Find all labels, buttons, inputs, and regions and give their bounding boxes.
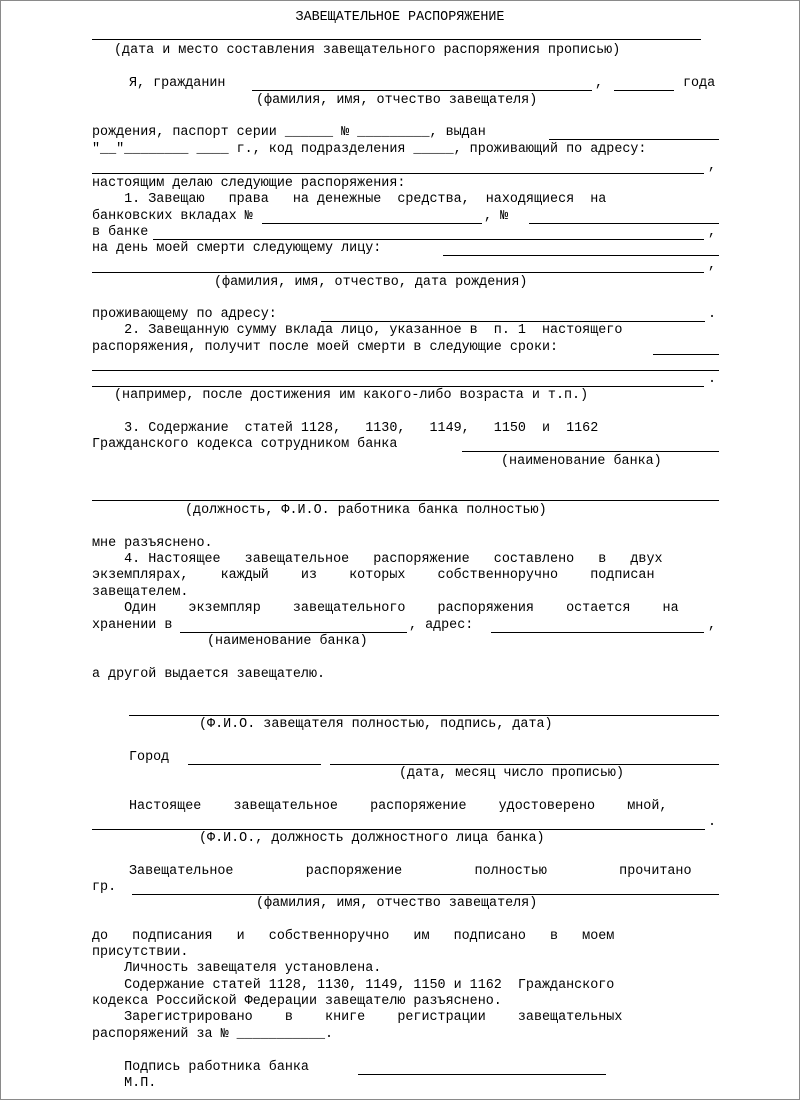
label-address: , адрес: (409, 618, 474, 633)
hint-testator-signature: (Ф.И.О. завещателя полностью, подпись, дата) (199, 717, 553, 732)
clause-2-line-1: 2. Завещанную сумму вклада лицо, указанное в п. 1 настоящего (92, 323, 623, 338)
label-other-copy: а другой выдается завещателю. (92, 667, 326, 682)
terms-field-2[interactable] (92, 370, 719, 371)
label-explained: мне разъяснено. (92, 536, 213, 551)
bank-employee-signature-field[interactable] (358, 1074, 606, 1075)
comma: , (708, 258, 717, 273)
account-number-2-field[interactable] (529, 223, 719, 224)
label-i-citizen: Я, гражданин (129, 76, 226, 91)
hint-fio-testator: (фамилия, имя, отчество завещателя) (256, 93, 538, 108)
label-citizen-abbr: гр. (92, 880, 117, 895)
hint-example: (например, после достижения им какого-либо возраста и т.п.) (114, 388, 589, 403)
clause-4-line-4: Один экземпляр завещательного распоряжения остается на (92, 601, 679, 616)
label-on-death: на день моей смерти следующему лицу: (92, 241, 382, 256)
label-read-fully: Завещательное распоряжение полностью прочитано (129, 864, 692, 879)
bank-employee-field[interactable] (92, 500, 719, 501)
address-field[interactable] (92, 173, 704, 174)
document-title: ЗАВЕЩАТЕЛЬНОЕ РАСПОРЯЖЕНИЕ (295, 10, 505, 25)
label-bank-accounts: банковских вкладах № (92, 209, 253, 224)
dot: . (708, 307, 717, 322)
hint-fio-dob: (фамилия, имя, отчество, дата рождения) (214, 275, 528, 290)
birth-year-field[interactable] (614, 90, 674, 91)
label-in-bank: в банке (92, 225, 149, 240)
hint-bank-name: (наименование банка) (501, 454, 662, 469)
comma: , (708, 618, 717, 633)
hint-position: (должность, Ф.И.О. работника банка полностью) (185, 503, 547, 518)
official-field[interactable] (92, 829, 705, 830)
label-before-signing: до подписания и собственноручно им подписано в моем (92, 929, 615, 944)
hint-date-words: (дата, месяц число прописью) (399, 766, 624, 781)
hint-bank-name-2: (наименование банка) (207, 634, 368, 649)
clause-4-line-2: экземплярах, каждый из которых собственноручно подписан (92, 568, 655, 583)
date-place-field[interactable] (92, 39, 701, 40)
label-living-at: проживающему по адресу: (92, 307, 277, 322)
label-content-2: кодекса Российской Федерации завещателю разъяснено. (92, 994, 502, 1009)
account-number-1-field[interactable] (262, 223, 482, 224)
dot: . (708, 372, 717, 387)
hint-fio-testator-2: (фамилия, имя, отчество завещателя) (256, 896, 538, 911)
dot: . (708, 815, 717, 830)
label-seal: М.П. (92, 1076, 157, 1091)
clause-3-line-2: Гражданского кодекса сотрудником банка (92, 437, 398, 452)
label-presence: присутствии. (92, 945, 189, 960)
citizen-read-field[interactable] (132, 894, 719, 895)
passport-issuer-field[interactable] (549, 139, 719, 140)
beneficiary-field[interactable] (443, 255, 719, 256)
label-birth-passport: рождения, паспорт серии ______ № _________, выдан (92, 125, 486, 140)
label-hereby: настоящим делаю следующие распоряжения: (92, 176, 406, 191)
label-certified: Настоящее завещательное распоряжение удостоверено мной, (129, 799, 668, 814)
terms-field[interactable] (653, 354, 719, 355)
clause-3-line-1: 3. Содержание статей 1128, 1130, 1149, 1150 и 1162 (92, 421, 599, 436)
bank-name-field[interactable] (462, 451, 719, 452)
comma: , (708, 225, 717, 240)
label-city: Город (129, 750, 170, 765)
label-identity: Личность завещателя установлена. (92, 961, 382, 976)
bank-field[interactable] (153, 239, 704, 240)
clause-4-line-1: 4. Настоящее завещательное распоряжение составлено в двух (92, 552, 663, 567)
label-registry-number: распоряжений за № ___________. (92, 1027, 334, 1042)
clause-1-line-1: 1. Завещаю права на денежные средства, находящиеся на (92, 192, 607, 207)
label-content-1: Содержание статей 1128, 1130, 1149, 1150 и 1162 Гражданского (92, 978, 615, 993)
hint-date-place: (дата и место составления завещательного распоряжения прописью) (114, 43, 621, 58)
label-year: года (683, 76, 716, 91)
label-registered: Зарегистрировано в книге регистрации завещательных (92, 1010, 623, 1025)
hint-official: (Ф.И.О., должность должностного лица банка) (199, 831, 545, 846)
storage-bank-field[interactable] (180, 632, 407, 633)
comma: , (595, 76, 604, 91)
label-issue-date-code: "__"________ ____ г., код подразделения _____, проживающий по адресу: (92, 142, 647, 157)
storage-address-field[interactable] (491, 632, 704, 633)
city-field[interactable] (188, 764, 321, 765)
clause-2-line-2: распоряжения, получит после моей смерти в следующие сроки: (92, 340, 559, 355)
comma: , (708, 159, 717, 174)
testator-signature-field[interactable] (129, 715, 719, 716)
beneficiary-field-2[interactable] (92, 272, 704, 273)
clause-4-line-3: завещателем. (92, 585, 189, 600)
beneficiary-address-field[interactable] (321, 321, 705, 322)
date-words-field[interactable] (330, 764, 719, 765)
citizen-name-field[interactable] (252, 90, 592, 91)
label-storage: хранении в (92, 618, 173, 633)
label-bank-employee-signature: Подпись работника банка (92, 1060, 309, 1075)
terms-field-3[interactable] (92, 386, 704, 387)
label-number: , № (484, 209, 509, 224)
